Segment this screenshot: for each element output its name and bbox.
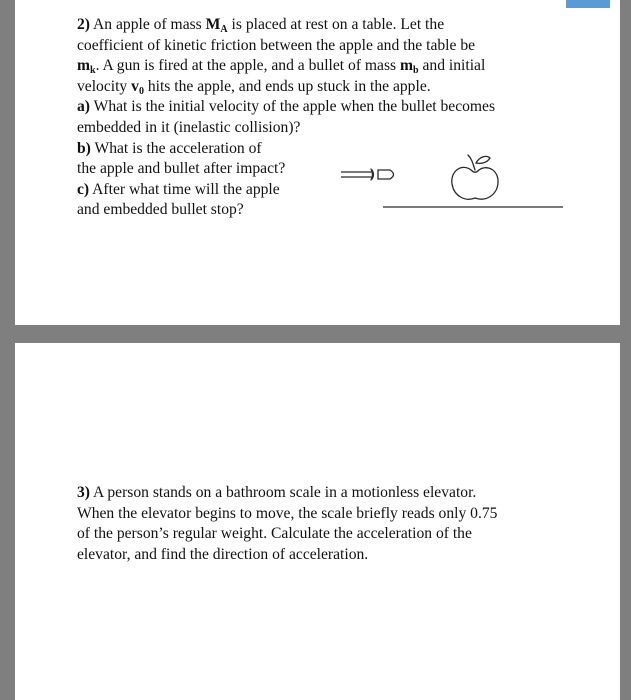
page-1 xyxy=(15,0,620,325)
problem-2-text: and initial xyxy=(422,57,486,75)
part-c-label: c) xyxy=(77,180,90,198)
problem-2-text: . A gun is fired at the apple, and a bullet of mass xyxy=(95,57,397,75)
bullet-icon xyxy=(378,170,394,179)
part-c-line-2: and embedded bullet stop? xyxy=(77,201,244,219)
problem-3-line-2: When the elevator begins to move, the scale briefly reads only 0.75 xyxy=(77,504,498,522)
part-c-text: After what time will the apple xyxy=(92,180,280,198)
problem-2-text: hits the apple, and ends up stuck in the apple. xyxy=(147,77,431,95)
part-a xyxy=(77,97,577,118)
problem-2-text: An apple of mass xyxy=(93,16,202,33)
part-a-line-2: embedded in it (inelastic collision)? xyxy=(77,118,301,136)
gun-icon xyxy=(341,169,374,180)
problem-2-line-2: coefficient of kinetic friction between the apple and the table be xyxy=(77,36,476,54)
problem-2-line-1 xyxy=(77,15,577,36)
problem-3-line-1 xyxy=(77,483,577,504)
part-b-line-2: the apple and bullet after impact? xyxy=(77,160,286,178)
part-a-label: a) xyxy=(77,98,90,116)
friction-coefficient-symbol: $m_k$ xyxy=(77,57,96,77)
problem-3-number: 3) xyxy=(77,484,90,501)
apple-mass-symbol: $M_A$ xyxy=(205,16,228,35)
part-a-text: What is the initial velocity of the apple when the bullet becomes xyxy=(93,98,496,116)
corner-tab xyxy=(566,0,610,8)
initial-velocity-symbol: $v_0$ xyxy=(131,77,144,97)
part-b-text: What is the acceleration of xyxy=(94,139,262,157)
problem-3 xyxy=(77,483,577,565)
problem-2-line-4 xyxy=(77,77,577,98)
part-b-label: b) xyxy=(77,139,91,157)
problem-3-line-4: elevator, and find the direction of acceleration. xyxy=(77,545,369,563)
problem-2-text: velocity xyxy=(77,77,128,95)
bullet-mass-symbol: $m_b$ xyxy=(400,57,419,77)
apple-icon xyxy=(452,155,498,199)
problem-2-text: is placed at rest on a table. Let the xyxy=(231,16,445,33)
problem-3-text: A person stands on a bathroom scale in a motionless elevator. xyxy=(93,484,477,501)
problem-2-line-3 xyxy=(77,56,577,77)
gun-apple-sketch xyxy=(341,150,571,214)
problem-3-line-3: of the person’s regular weight. Calculate the acceleration of the xyxy=(77,525,472,543)
problem-2-number: 2) xyxy=(77,16,90,33)
page-2 xyxy=(15,343,620,700)
